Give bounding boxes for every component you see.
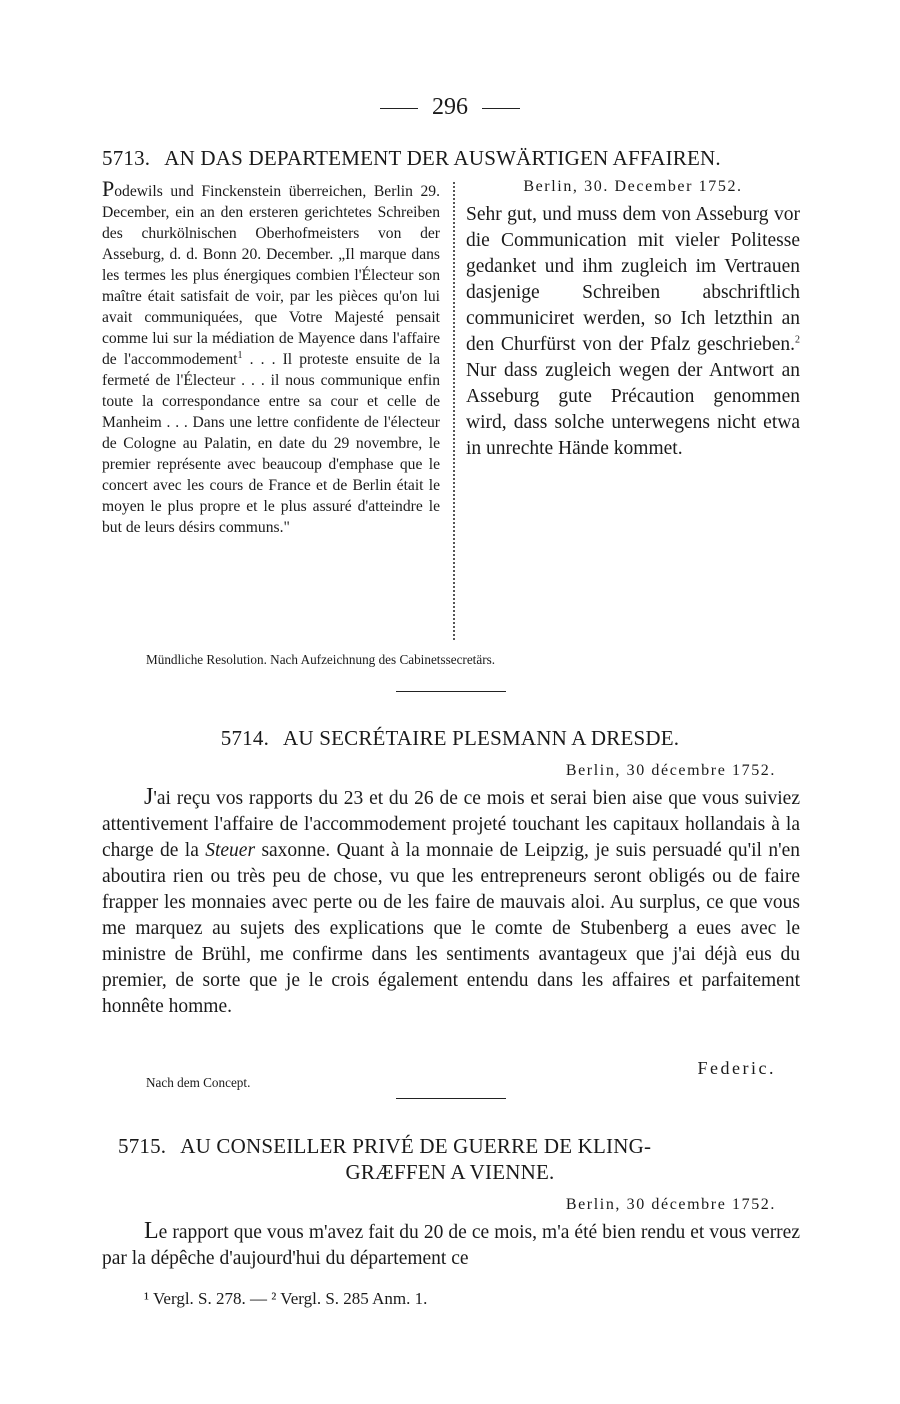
- letter-number: 5714.: [220, 726, 270, 750]
- letter-5713-resolution: [466, 202, 800, 462]
- section-divider: [396, 1098, 506, 1099]
- dash-right: [482, 108, 520, 109]
- letter-5713-summary: [102, 178, 440, 538]
- letter-5713-source: Mündliche Resolution. Nach Aufzeichnung des Cabinetssecretärs.: [146, 652, 496, 667]
- summary-text: odewils und Finckenstein überreichen, Berlin 29. December, ein an den ersteren gerichtetes Schreiben des churkölnischen Oberhofmeisters von der Asseburg, d. d. Bonn 20. December. „Il marque dans les termes les plus énergiques combien l'Électeur son maître était satisfait de voir, par les pièces qu'on lui avait communiquées, que Votre Majesté pensait comme lui sur la médiation de Mayence dans l'affaire de l'accommodement: [102, 183, 440, 368]
- body-text-part2: saxonne. Quant à la monnaie de Leipzig, je suis persuadé qu'il n'en aboutira rien ou très peu de chose, vu que les entrepreneurs seront obligés ou de faire frapper les monnaies avec perte ou de les faire de mauvais aloi. Au surplus, ce que vous me marquez au sujets des explications que le comte de Stubenberg a eues avec le ministre de Brühl, me confirme dans les sentiments avantageux que j'ai déjà eus du premier, de sorte que je le crois également entendu dans les affaires et parfaitement honnête homme.: [102, 840, 800, 1017]
- italic-term: Steuer: [205, 840, 256, 861]
- letter-5714-dateline: Berlin, 30 décembre 1752.: [565, 762, 776, 779]
- letter-5713-heading: [102, 146, 802, 171]
- summary-initial: P: [102, 176, 115, 201]
- letter-5714-source: Nach dem Concept.: [146, 1075, 251, 1090]
- summary-text-continued: . . . Il proteste ensuite de la fermeté de l'Électeur . . . il nous communique enfin toute la correspondance entre sa cour et celle de Manheim . . . Dans une lettre confidente de l'électeur de Cologne au Palatin, en date du 29 novembre, le premier représente avec beaucoup d'emphase que le concert avec les cours de France et de Berlin était le moyen le plus propre et le plus assuré d'atteindre le but de leurs désirs communs.": [102, 351, 440, 536]
- dash-left: [380, 108, 418, 109]
- body-text: e rapport que vous m'avez fait du 20 de ce mois, m'a été bien rendu et vous verrez par la dépêche d'aujourd'hui du département ce: [102, 1222, 800, 1269]
- letter-5714-signature: Federic.: [697, 1058, 776, 1078]
- letter-5714-heading: [100, 726, 800, 751]
- resolution-text: Sehr gut, und muss dem von Asseburg vor die Communication mit vieler Politesse gedanket und ihm zugleich im Vertrauen dasjenige Schreiben abschriftlich communiciret werden, so Ich letzthin an den Churfürst von der Pfalz geschrieben.: [466, 204, 800, 355]
- letter-number: 5715.: [118, 1134, 167, 1158]
- letter-5713-dateline: Berlin, 30. December 1752.: [523, 178, 743, 195]
- letter-5714-body: [102, 784, 800, 1020]
- letter-title: AU SECRÉTAIRE PLESMANN A DRESDE.: [283, 726, 680, 750]
- letter-number: 5713.: [102, 146, 151, 170]
- letter-title: AU CONSEILLER PRIVÉ DE GUERRE DE KLING-: [180, 1134, 652, 1158]
- footnotes: ¹ Vergl. S. 278. — ² Vergl. S. 285 Anm. 1.: [144, 1289, 428, 1308]
- body-text-part1: 'ai reçu vos rapports du 23 et du 26 de ce mois et serai bien aise que vous suiviez attentivement l'affaire de l'accommodement projeté touchant les capitaux hollandais à la charge de la: [102, 788, 800, 861]
- column-divider: [453, 182, 455, 640]
- letter-5715-heading-line2: GRÆFFEN A VIENNE.: [345, 1160, 555, 1184]
- footnote-mark-1: 1: [237, 349, 243, 361]
- page-number: 296: [432, 94, 468, 120]
- letter-5715-heading-line1: [118, 1134, 818, 1159]
- letter-5715-dateline: Berlin, 30 décembre 1752.: [565, 1196, 776, 1213]
- body-initial: L: [144, 1218, 159, 1244]
- footnote-mark-2: 2: [795, 334, 800, 346]
- section-divider: [396, 691, 506, 692]
- page-number-line: [0, 94, 900, 121]
- resolution-text-continued: Nur dass zugleich wegen der Antwort an Asseburg gute Précaution genommen wird, dass solche unterwegens nicht etwa in unrechte Hände kommet.: [466, 360, 800, 459]
- letter-5713-resolution-column: [466, 178, 800, 462]
- letter-5715-body: [102, 1218, 800, 1272]
- letter-title: AN DAS DEPARTEMENT DER AUSWÄRTIGEN AFFAIREN.: [164, 146, 721, 170]
- body-initial: J: [144, 784, 154, 810]
